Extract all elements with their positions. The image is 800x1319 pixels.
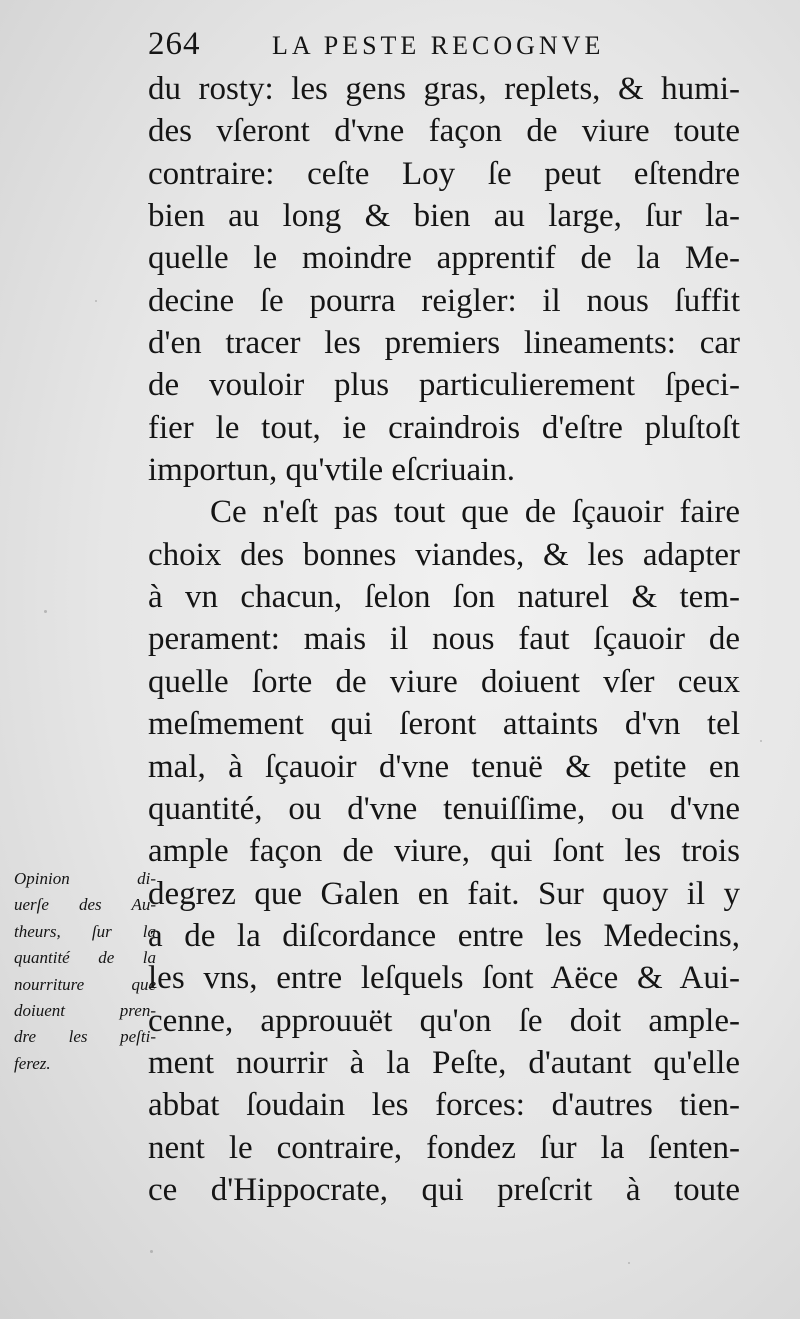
paper-speck bbox=[760, 740, 762, 742]
text-line: quelle ſorte de viure doiuent vſer ceux bbox=[148, 663, 740, 700]
paper-speck bbox=[150, 1250, 153, 1253]
paragraph-start-line: Ce n'eſt pas tout que de ſçauoir faire bbox=[210, 494, 740, 531]
margin-note-line: doiuent pren- bbox=[14, 1000, 156, 1020]
margin-note-line: uerſe des Au- bbox=[14, 895, 156, 915]
text-line: de vouloir plus particulierement ſpeci- bbox=[148, 367, 740, 404]
text-line: meſmement qui ſeront attaints d'vn tel bbox=[148, 706, 740, 743]
text-line: fier le tout, ie craindrois d'eſtre pluſtoſt bbox=[148, 409, 740, 446]
paper-speck bbox=[95, 300, 97, 302]
text-line: bien au long & bien au large, ſur la- bbox=[148, 198, 740, 235]
text-line: importun, qu'vtile eſcriuain. bbox=[148, 452, 516, 489]
margin-note-line: dre les peſti- bbox=[14, 1027, 156, 1047]
running-title: LA PESTE RECOGNVE bbox=[272, 31, 605, 60]
text-line: perament: mais il nous faut ſçauoir de bbox=[148, 621, 740, 658]
text-line: ample façon de viure, qui ſont les trois bbox=[148, 833, 740, 870]
text-line: à vn chacun, ſelon ſon naturel & tem- bbox=[148, 579, 740, 616]
text-line: ce d'Hippocrate, qui preſcrit à toute bbox=[148, 1171, 740, 1208]
margin-note-line: quantité de la bbox=[14, 948, 156, 968]
paper-speck bbox=[44, 610, 47, 613]
text-line: nent le contraire, fondez ſur la ſenten- bbox=[148, 1129, 740, 1166]
text-line: les vns, entre leſquels ſont Aëce & Aui- bbox=[148, 960, 740, 997]
margin-note-line: theurs, ſur la bbox=[14, 921, 156, 941]
text-line: degrez que Galen en fait. Sur quoy il y bbox=[148, 875, 740, 912]
text-line: cenne, approuuët qu'on ſe doit ample- bbox=[148, 1002, 740, 1039]
text-line: decine ſe pourra reigler: il nous ſuffit bbox=[148, 282, 740, 319]
text-line: quantité, ou d'vne tenuiſſime, ou d'vne bbox=[148, 790, 740, 827]
text-line: quelle le moindre apprentif de la Me- bbox=[148, 240, 740, 277]
text-line: choix des bonnes viandes, & les adapter bbox=[148, 536, 740, 573]
text-line: a de la diſcordance entre les Medecins, bbox=[148, 917, 740, 954]
text-line: ment nourrir à la Peſte, d'autant qu'elle bbox=[148, 1044, 740, 1081]
text-line: abbat ſoudain les forces: d'autres tien- bbox=[148, 1087, 740, 1124]
body-text bbox=[148, 68, 740, 1211]
page-header bbox=[148, 22, 778, 68]
paper-speck bbox=[628, 1262, 630, 1264]
text-line: des vſeront d'vne façon de viure toute bbox=[148, 113, 740, 150]
margin-note-line: nourriture que bbox=[14, 974, 156, 994]
margin-note bbox=[14, 866, 156, 1077]
text-line: du rosty: les gens gras, replets, & humi- bbox=[148, 71, 740, 107]
text-line: contraire: ceſte Loy ſe peut eſtendre bbox=[148, 155, 740, 192]
margin-note-line: ferez. bbox=[14, 1053, 51, 1073]
margin-note-line: Opinion di- bbox=[14, 869, 156, 888]
page-number: 264 bbox=[148, 26, 201, 62]
text-line: mal, à ſçauoir d'vne tenuë & petite en bbox=[148, 748, 740, 785]
text-line: d'en tracer les premiers lineaments: car bbox=[148, 325, 740, 362]
